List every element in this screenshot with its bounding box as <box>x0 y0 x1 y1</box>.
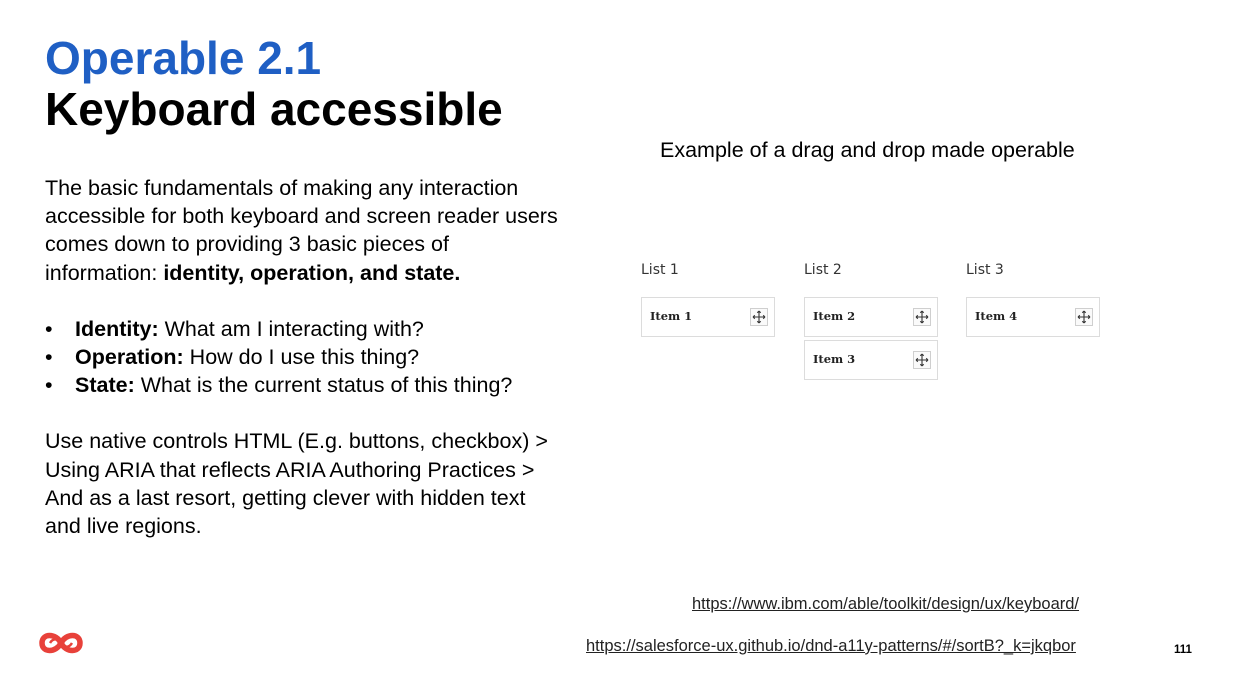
move-icon[interactable] <box>1075 308 1093 326</box>
bullet-state <box>45 371 565 399</box>
move-icon[interactable] <box>913 351 931 369</box>
bullet-text: What is the current status of this thing? <box>134 373 513 398</box>
bullet-operation <box>45 343 565 371</box>
drag-item-label: Item 2 <box>813 309 856 323</box>
drag-item[interactable] <box>966 297 1100 337</box>
closing-paragraph: Use native controls HTML (E.g. buttons, checkbox) > Using ARIA that reflects ARIA Authoring Practices > And as a last resort, getting clever with hidden text and live regions. <box>45 429 548 539</box>
infinity-logo-icon <box>36 627 86 659</box>
move-icon[interactable] <box>750 308 768 326</box>
bullet-marker: • <box>45 373 53 398</box>
list-label: List 3 <box>966 262 1004 278</box>
drag-item-label: Item 1 <box>650 309 693 323</box>
bullet-identity <box>45 315 565 343</box>
intro-paragraph <box>45 174 565 287</box>
bullet-text: What am I interacting with? <box>158 316 424 341</box>
slide-title-section: Operable 2.1 <box>45 32 322 84</box>
drag-item-label: Item 3 <box>813 352 856 366</box>
slide-title: Keyboard accessible <box>45 83 503 135</box>
drag-item[interactable] <box>641 297 775 337</box>
bullet-term: Operation: <box>75 345 184 370</box>
drag-item[interactable] <box>804 297 938 337</box>
example-title: Example of a drag and drop made operable <box>660 138 1075 162</box>
bullet-list <box>45 315 565 400</box>
list-label: List 2 <box>804 262 842 278</box>
list-1 <box>641 262 777 337</box>
list-2 <box>804 262 940 380</box>
move-icon[interactable] <box>913 308 931 326</box>
list-3 <box>966 262 1102 337</box>
bullet-term: State: <box>75 373 135 398</box>
drag-item-label: Item 4 <box>975 309 1018 323</box>
list-label: List 1 <box>641 262 679 278</box>
drag-item[interactable] <box>804 340 938 380</box>
bullet-text: How do I use this thing? <box>183 345 420 370</box>
body-text <box>45 174 565 540</box>
bullet-marker: • <box>45 345 53 370</box>
intro-bold: identity, operation, and state. <box>163 260 461 285</box>
ibm-keyboard-link[interactable]: https://www.ibm.com/able/toolkit/design/ux/keyboard/ <box>692 595 1080 613</box>
intro-text: The basic fundamentals of making any interaction accessible for both keyboard and screen reader users comes down to providing 3 basic pieces of information: <box>45 176 558 285</box>
salesforce-dnd-link[interactable]: https://salesforce-ux.github.io/dnd-a11y-patterns/#/sortB?_k=jkqbor <box>586 637 1076 655</box>
page-number: 111 <box>1174 644 1192 656</box>
bullet-term: Identity: <box>75 316 159 341</box>
bullet-marker: • <box>45 316 53 341</box>
